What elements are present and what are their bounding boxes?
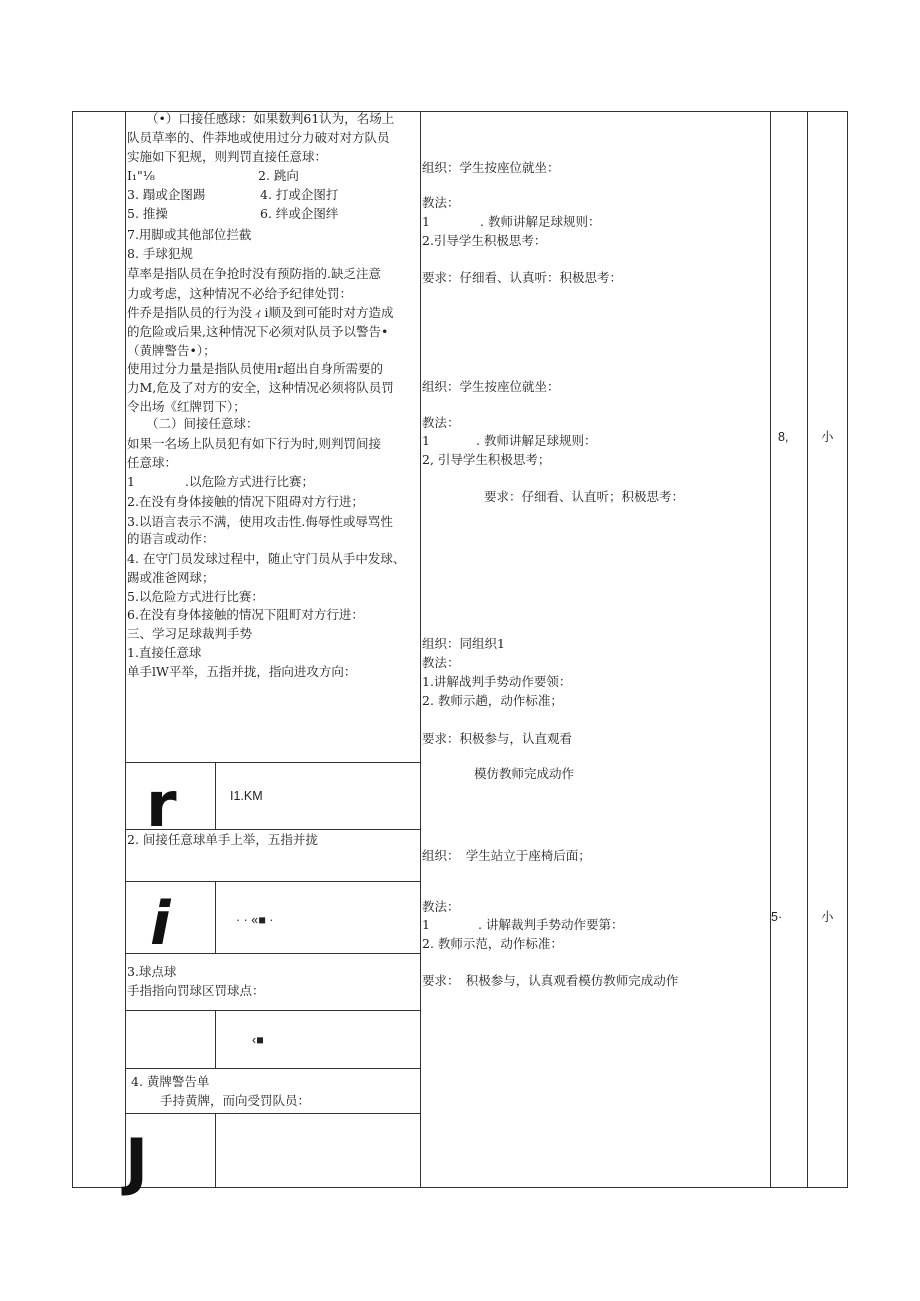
penalty-kick-desc: 手指指向罚球区罚球点： xyxy=(127,983,265,998)
table-border xyxy=(125,762,420,763)
teaching-method-label: 教法： xyxy=(422,655,460,670)
content-line: 4. 在守门员发球过程中，随止守门员从手中发球、 xyxy=(127,551,406,566)
content-line: 力M,危及了对方的安全，这种情况必须将队员罚 xyxy=(127,380,394,395)
method-step: 1 xyxy=(422,214,430,229)
content-line: 踢或准爸网球； xyxy=(127,570,215,585)
requirement-text: 模仿教师完成动作 xyxy=(474,766,575,781)
gesture-caption: · · «■ · xyxy=(236,913,274,927)
requirement-text: 要求：仔细看、认直听；积极思考： xyxy=(484,489,685,504)
method-step: 1 xyxy=(422,433,430,448)
organization-text: 组织：学生按座位就坐： xyxy=(422,379,560,394)
intensity-value: 小 xyxy=(821,429,834,444)
requirement-text: 要求： 积极参与，认真观看模仿教师完成动作 xyxy=(422,973,679,988)
table-border xyxy=(807,111,808,1188)
method-step: . 教师讲解足球规则： xyxy=(476,433,597,448)
content-line: 6. 绊或企图绊 xyxy=(260,206,339,221)
content-line: 单手lW平举，五指并拢，指向进攻方向： xyxy=(127,664,357,679)
content-line: 3. 蹋或企图踢 xyxy=(127,187,206,202)
table-border xyxy=(847,111,848,1188)
gesture-caption: I1.KM xyxy=(230,789,263,803)
content-line: 3.以语言表示不满，使用攻击性.侮辱性或辱骂性 xyxy=(127,514,393,529)
content-line: 力或考虑，这种情况不必给予纪律处罚： xyxy=(127,286,353,301)
yellow-card-title: 4. 黄牌警告单 xyxy=(131,1074,210,1089)
content-line: 草率是指队员在争抢时没有预防指的.缺乏注意 xyxy=(127,266,381,281)
organization-text: 组织：同组织1 xyxy=(422,636,505,651)
method-step: 1 xyxy=(422,917,430,932)
organization-text: 组织：学生按座位就坐： xyxy=(422,160,560,175)
method-step: 2. 教师示范，动作标准： xyxy=(422,936,563,951)
content-line: （黄牌警告•）； xyxy=(127,343,216,358)
content-line: 5. 推操 xyxy=(127,206,168,221)
method-step: 1.讲解战判手势动作要领： xyxy=(422,674,572,689)
time-value: 8, xyxy=(778,430,789,444)
content-line: 5.以危险方式进行比赛： xyxy=(127,589,264,604)
teaching-method-label: 教法： xyxy=(422,415,460,430)
penalty-kick-title: 3.球点球 xyxy=(127,964,177,979)
organization-text: 组织： 学生站立于座椅后面； xyxy=(422,848,591,863)
table-border xyxy=(125,1113,420,1114)
table-border xyxy=(125,881,420,882)
table-border xyxy=(215,762,216,829)
table-border xyxy=(215,1010,216,1068)
time-value: 5· xyxy=(771,910,783,924)
content-line: 使用过分力量是指队员使用r超出自身所需要的 xyxy=(127,361,383,376)
method-step: 2. 教师示趟，动作标准； xyxy=(422,693,563,708)
content-line: 实施如下犯规，则判罚直接任意球： xyxy=(127,149,328,164)
content-line: .以危险方式进行比赛； xyxy=(185,474,314,489)
content-line: 8. 手球犯规 xyxy=(127,246,193,261)
content-line: （二）间接任意球： xyxy=(146,416,259,431)
content-line: （•）口接任感球：如果数判61认为，名场上 xyxy=(146,111,395,126)
content-line: 的危险或后果,这种情况下必须对队员予以警告• xyxy=(127,324,389,339)
table-border xyxy=(770,111,771,1188)
table-border xyxy=(125,1010,420,1011)
intensity-value: 小 xyxy=(821,909,834,924)
gesture-figure-direct: r xyxy=(146,768,177,841)
content-line: 6.在没有身体接触的情况下阻町对方行进： xyxy=(127,607,364,622)
method-step: . 教师讲解足球规则： xyxy=(480,214,601,229)
table-border xyxy=(125,111,126,1188)
content-line: 1.直接任意球 xyxy=(127,645,202,660)
gesture-figure-yellow-card: J xyxy=(125,1125,149,1198)
content-line: 7.用脚或其他部位拦截 xyxy=(127,227,252,242)
content-line: 件乔是指队员的行为没ィi顺及到可能时对方造成 xyxy=(127,305,394,320)
method-step: 2, 引导学生积极思考； xyxy=(422,452,551,467)
content-line: 任意球： xyxy=(127,455,178,470)
requirement-text: 要求：仔细看、认真听：积极思考： xyxy=(422,270,623,285)
yellow-card-desc: 手持黄牌，而向受罚队员： xyxy=(160,1093,311,1108)
method-step: 2.引导学生积极思考： xyxy=(422,233,547,248)
table-border xyxy=(215,881,216,953)
content-line: 队员草率的、件莽地或使用过分力破对对方队员 xyxy=(127,130,390,145)
content-line: 4. 打或企图打 xyxy=(260,187,339,202)
content-line: 令出场《红牌罚下）； xyxy=(127,399,246,414)
content-line: 的语言或动作： xyxy=(127,531,215,546)
table-border xyxy=(215,1113,216,1187)
indirect-free-kick-label: 2. 间接任意球单手上举，五指并拢 xyxy=(127,832,318,847)
teaching-method-label: 教法： xyxy=(422,195,460,210)
method-step: . 讲解裁判手势动作要第： xyxy=(478,917,624,932)
content-line: 如果一名场上队员犯有如下行为时,则判罚间接 xyxy=(127,436,381,451)
gesture-caption: ‹■ xyxy=(252,1033,264,1047)
gesture-figure-indirect: i xyxy=(150,889,171,959)
content-line: 1 xyxy=(127,474,135,489)
teaching-method-label: 教法： xyxy=(422,899,460,914)
content-line: 2.在没有身体接触的情况下阻碍对方行进； xyxy=(127,494,364,509)
requirement-text: 要求：积极参与，认直观看 xyxy=(422,731,573,746)
content-line: 2. 跳向 xyxy=(258,168,299,183)
table-border xyxy=(72,111,73,1188)
table-border xyxy=(72,1187,848,1188)
table-border xyxy=(125,1068,420,1069)
content-line: 三、学习足球裁判手势 xyxy=(127,626,253,641)
table-border xyxy=(420,111,421,1188)
content-line: I₁"⅛ xyxy=(127,168,155,183)
